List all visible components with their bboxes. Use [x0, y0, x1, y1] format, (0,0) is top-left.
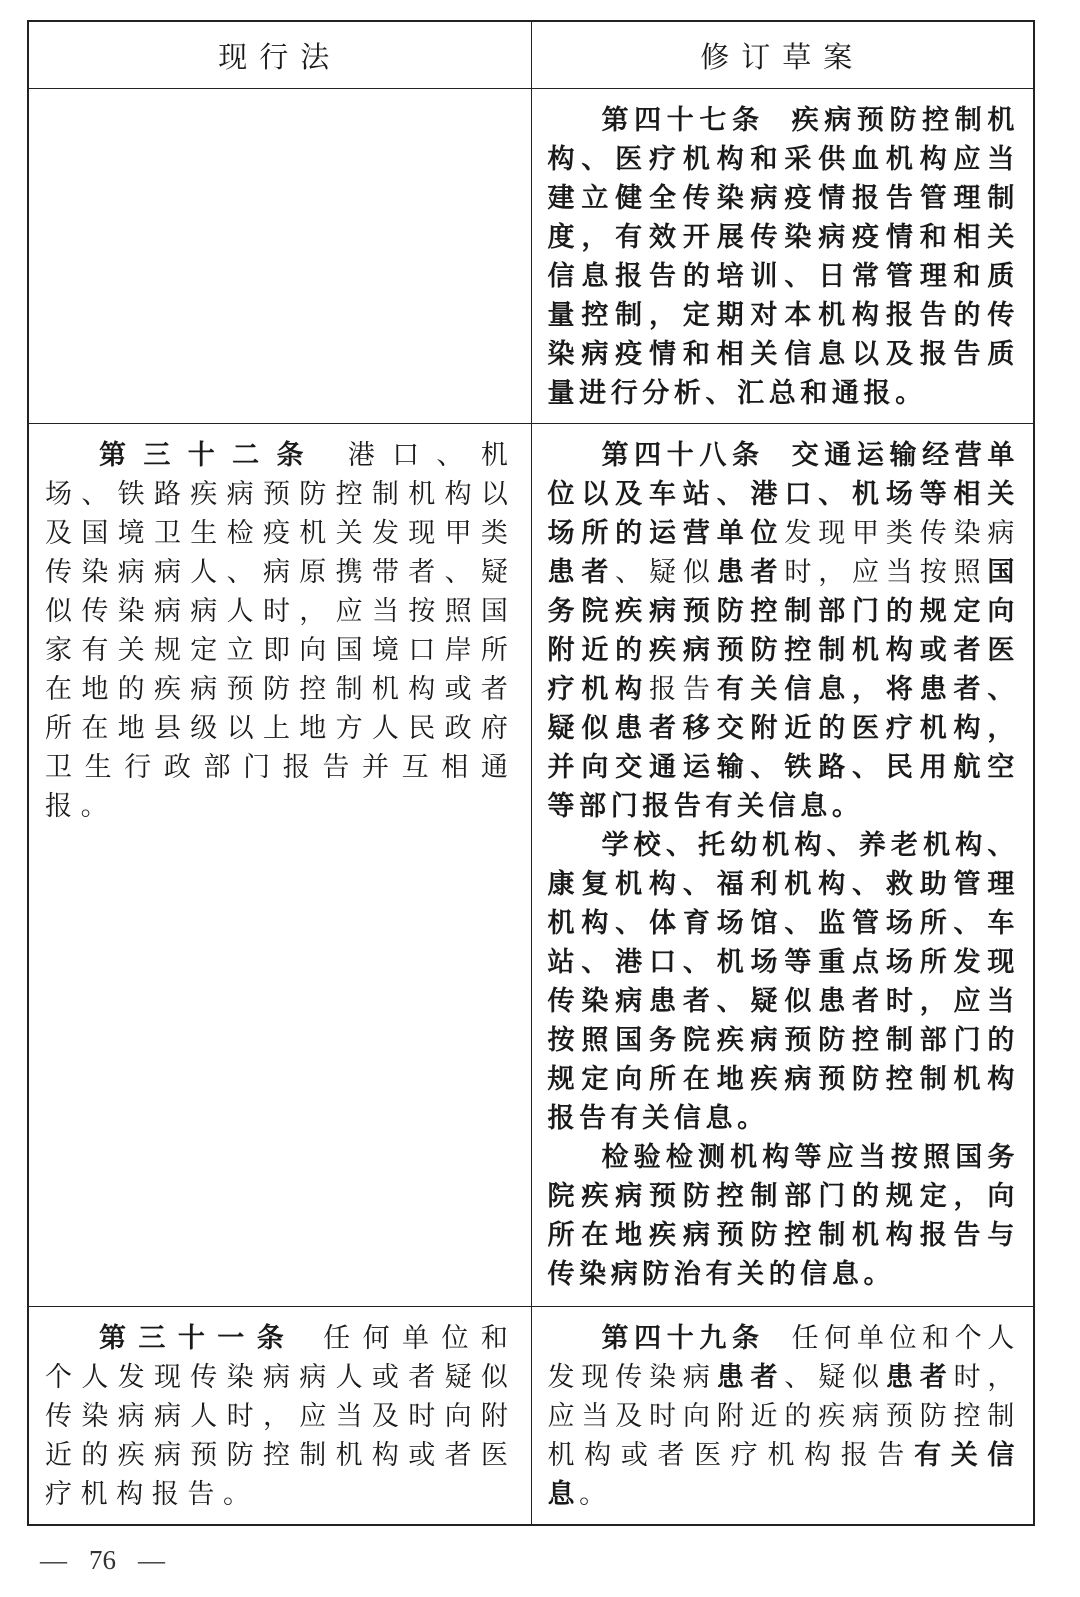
- cell-revised-draft: [531, 424, 1034, 1307]
- original-text: 发现甲类传染病: [784, 518, 1020, 549]
- revised-text: 有关信息，将患者、疑似患者移交附近的医疗机构，并向交通运输、铁路、民用航空等部门报告有关信息。: [547, 674, 1019, 822]
- revised-text: 患者: [885, 1362, 954, 1393]
- cell-current-law: [28, 89, 531, 424]
- original-text: 时，应当及时向附近的疾病预防控制机构或者医疗机构报告: [547, 1362, 1020, 1471]
- article-paragraph: [548, 826, 1020, 1138]
- document-page: [27, 20, 1033, 1526]
- article-number: 第三十一条: [99, 1323, 297, 1354]
- comparison-table: [27, 20, 1035, 1526]
- page-number: 76: [89, 1545, 116, 1575]
- article-paragraph: [548, 101, 1020, 413]
- table-row: [28, 424, 1034, 1307]
- revised-text: 患者: [547, 557, 616, 588]
- header-current-law: 现行法: [28, 21, 531, 89]
- original-text: 任何单位和个人发现传染病病人或者疑似传染病病人时，应当及时向附近的疾病预防控制机构或者医疗机构报告。: [45, 1323, 517, 1510]
- article-paragraph: [548, 436, 1020, 826]
- revised-text: 患者: [716, 557, 785, 588]
- original-text: 港口、机场、铁路疾病预防控制机构以及国境卫生检疫机关发现甲类传染病病人、病原携带者、疑似传染病病人时，应当按照国家有关规定立即向国境口岸所在地的疾病预防控制机构或者所在地县级以上地方人民政府卫生行政部门报告并互相通报。: [45, 440, 517, 822]
- revised-text: 有关信息: [547, 1440, 1019, 1510]
- article-paragraph: [548, 1138, 1020, 1294]
- table-row: [28, 1307, 1034, 1526]
- table-row: [28, 89, 1034, 424]
- revised-text: 检验检测机构等应当按照国务院疾病预防控制部门的规定，向所在地疾病预防控制机构报告与传染病防治有关的信息。: [547, 1142, 1019, 1290]
- table-header-row: [28, 21, 1034, 89]
- article-number: 第三十二条: [99, 440, 321, 471]
- article-number: 第四十七条: [601, 105, 765, 136]
- article-number: 第四十八条: [601, 440, 765, 471]
- original-text: 、疑似: [784, 1362, 886, 1393]
- revised-text: 疾病预防控制机构、医疗机构和采供血机构应当建立健全传染病疫情报告管理制度，有效开展传染病疫情和相关信息报告的培训、日常管理和质量控制，定期对本机构报告的传染病疫情和相关信息以及报告质量进行分析、汇总和通报。: [547, 105, 1020, 409]
- revised-text: 国务院疾病预防控制部门的规定向附近的疾病预防控制机构或者医疗机构: [547, 557, 1019, 705]
- original-text: 。: [579, 1479, 611, 1510]
- revised-text: 学校、托幼机构、养老机构、康复机构、福利机构、救助管理机构、体育场馆、监管场所、车站、港口、机场等重点场所发现传染病患者、疑似患者时，应当按照国务院疾病预防控制部门的规定向所在地疾病预防控制机构报告有关信息。: [547, 830, 1019, 1134]
- article-paragraph: [45, 436, 517, 826]
- footer-dash-left: —: [40, 1545, 67, 1575]
- original-text: 、疑似: [615, 557, 717, 588]
- original-text: 报告: [649, 674, 717, 705]
- cell-current-law: [28, 1307, 531, 1526]
- article-number: 第四十九条: [601, 1323, 765, 1354]
- revised-text: 患者: [716, 1362, 785, 1393]
- article-paragraph: [548, 1319, 1020, 1514]
- original-text: 时，应当按照: [784, 557, 988, 588]
- revised-text: 交通运输经营单位以及车站、港口、机场等相关场所的运营单位: [547, 440, 1020, 549]
- cell-current-law: [28, 424, 531, 1307]
- footer-dash-right: —: [138, 1545, 165, 1575]
- header-revised-draft: 修订草案: [531, 21, 1034, 89]
- page-footer: [40, 1545, 165, 1576]
- cell-revised-draft: [531, 89, 1034, 424]
- cell-revised-draft: [531, 1307, 1034, 1526]
- original-text: 任何单位和个人发现传染病: [547, 1323, 1020, 1393]
- article-paragraph: [45, 1319, 517, 1514]
